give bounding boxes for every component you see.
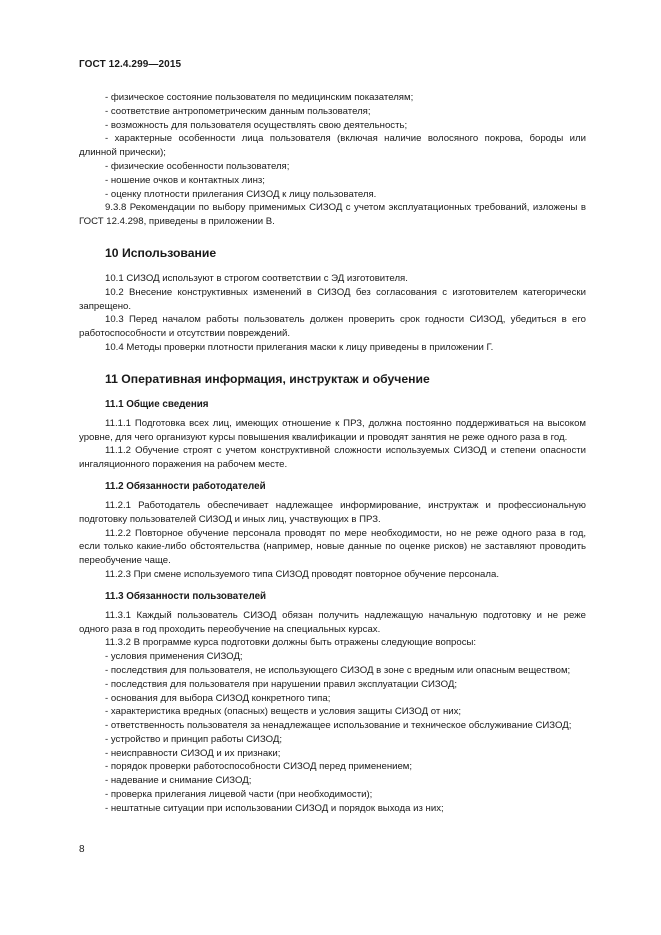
- list-item: - оценку плотности прилегания СИЗОД к лицу пользователя.: [105, 188, 377, 200]
- list-item: - соответствие антропометрическим данным пользователя;: [105, 105, 371, 117]
- document-code: ГОСТ 12.4.299—2015: [79, 59, 182, 70]
- list-item: - ношение очков и контактных линз;: [105, 174, 265, 186]
- list-item: - характерные особенности лица пользователя (включая наличие волосяного покрова, бороды или длинной прически);: [79, 133, 586, 159]
- list-item: - устройство и принцип работы СИЗОД;: [105, 733, 283, 745]
- paragraph: 11.1.2 Обучение строят с учетом конструктивной сложности используемых СИЗОД и степени опасности ингаляционного поражения на рабочем месте.: [79, 445, 586, 471]
- section-heading: 10 Использование: [105, 245, 217, 260]
- list-item: - основания для выбора СИЗОД конкретного типа;: [105, 692, 331, 704]
- paragraph: 11.3.1 Каждый пользователь СИЗОД обязан получить надлежащую начальную подготовку и не реже одного раза в год проходить переобучение на специальных курсах.: [79, 609, 586, 635]
- subsection-heading: 11.1 Общие сведения: [105, 398, 209, 410]
- list-item: - последствия для пользователя при нарушении правил эксплуатации СИЗОД;: [105, 678, 458, 690]
- list-item: - физическое состояние пользователя по медицинским показателям;: [105, 92, 414, 103]
- paragraph: 10.2 Внесение конструктивных изменений в СИЗОД без согласования с изготовителем категорически запрещено.: [79, 286, 586, 312]
- list-item: - физические особенности пользователя;: [105, 160, 290, 172]
- list-item: - неисправности СИЗОД и их признаки;: [105, 747, 281, 759]
- paragraph: 11.1.1 Подготовка всех лиц, имеющих отношение к ПРЗ, должна постоянно поддерживаться на высоком уровне, для чего организуют курсы повышения квалификации и проводят занятия не реже одного раза в год.: [79, 417, 586, 443]
- paragraph: 10.1 СИЗОД используют в строгом соответствии с ЭД изготовителя.: [105, 272, 408, 284]
- subsection-heading: 11.2 Обязанности работодателей: [105, 480, 266, 492]
- paragraph: 11.3.2 В программе курса подготовки должны быть отражены следующие вопросы:: [105, 637, 477, 649]
- page-body: [79, 91, 586, 816]
- paragraph: 11.2.3 При смене используемого типа СИЗОД проводят повторное обучение персонала.: [105, 568, 499, 580]
- list-item: - проверка прилегания лицевой части (при необходимости);: [105, 789, 373, 801]
- list-item: - возможность для пользователя осуществлять свою деятельность;: [105, 119, 408, 131]
- subsection-heading: 11.3 Обязанности пользователей: [105, 590, 267, 602]
- list-item: - характеристика вредных (опасных) веществ и условия защиты СИЗОД от них;: [105, 706, 462, 718]
- paragraph: 10.4 Методы проверки плотности прилегания маски к лицу приведены в приложении Г.: [105, 341, 494, 353]
- paragraph: 9.3.8 Рекомендации по выбору применимых СИЗОД с учетом эксплуатационных требований, изложены в ГОСТ 12.4.298, приведены в приложении В.: [79, 202, 586, 228]
- section-heading: 11 Оперативная информация, инструктаж и обучение: [105, 371, 430, 386]
- list-item: - условия применения СИЗОД;: [105, 651, 243, 663]
- paragraph: 11.2.1 Работодатель обеспечивает надлежащее информирование, инструктаж и профессиональную подготовку пользователей СИЗОД и иных лиц, участвующих в ПРЗ.: [79, 499, 586, 525]
- list-item: - порядок проверки работоспособности СИЗОД перед применением;: [105, 761, 413, 773]
- list-item: - нештатные ситуации при использовании СИЗОД и порядок выхода из них;: [105, 802, 444, 814]
- list-item: - последствия для пользователя, не использующего СИЗОД в зоне с вредным или опасным веществом;: [105, 664, 571, 676]
- page-number: 8: [79, 844, 85, 855]
- list-item: - надевание и снимание СИЗОД;: [105, 775, 252, 787]
- paragraph: 10.3 Перед началом работы пользователь должен проверить срок годности СИЗОД, убедиться в его работоспособности и отсутствии повреждений.: [79, 314, 586, 340]
- paragraph: 11.2.2 Повторное обучение персонала проводят по мере необходимости, но не реже одного раза в год, если только какие-либо обстоятельства (например, новые данные по оценке рисков) не заставляют проводить переобучение чаще.: [79, 527, 586, 567]
- list-item: - ответственность пользователя за ненадлежащее использование и техническое обслуживание СИЗОД;: [105, 720, 572, 732]
